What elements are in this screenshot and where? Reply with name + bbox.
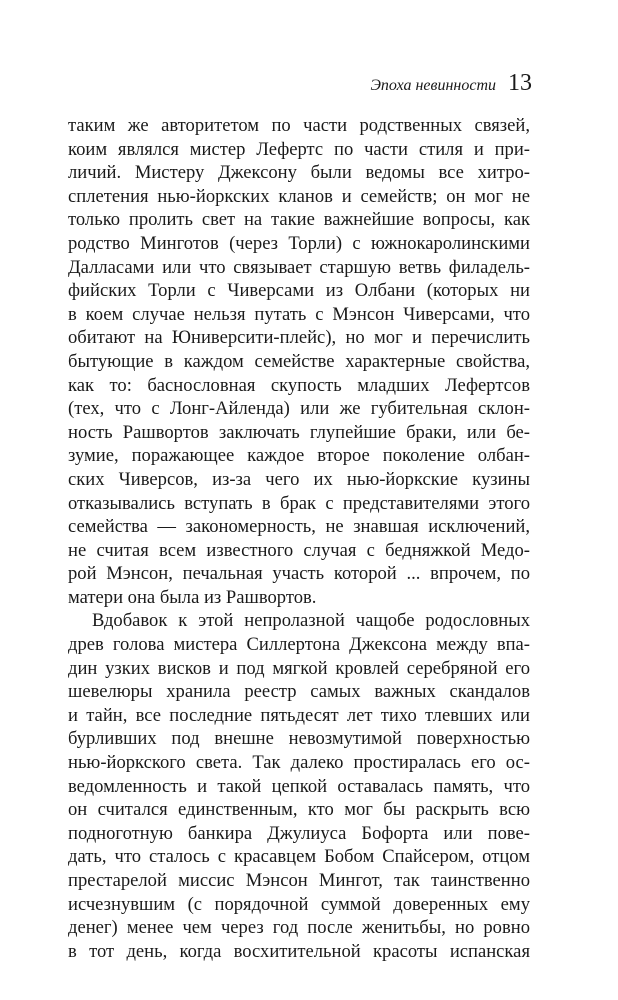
- text-line: денег) менее чем через год после женитьбы, но ровно: [68, 917, 530, 939]
- text-line: ность Рашвортов заключать глупейшие браки, или бе-: [68, 421, 530, 443]
- page-number: 13: [508, 70, 532, 96]
- text-line: не считая всем известного случая с бедняжкой Медо-: [68, 539, 530, 561]
- text-line: и тайн, все последние пятьдесят лет тихо тлевших или: [68, 704, 530, 726]
- text-line: Вдобавок к этой непролазной чащобе родословных: [92, 610, 530, 632]
- text-line: матери она была из Рашвортов.: [68, 586, 317, 608]
- text-line: рой Мэнсон, печальная участь которой ... впрочем, по: [68, 563, 530, 585]
- text-line: исчезнувшим (с порядочной суммой доверенных ему: [68, 893, 530, 915]
- text-line: дин узких висков и под мягкой кровлей серебряной его: [68, 657, 530, 679]
- running-header-title: Эпоха невинности: [370, 77, 496, 94]
- text-line: дать, что сталось с красавцем Бобом Спайсером, отцом: [68, 846, 530, 868]
- text-line: в тот день, когда восхитительной красоты испанская: [68, 940, 530, 962]
- text-line: сплетения нью-йоркских кланов и семейств; он мог не: [68, 185, 530, 207]
- text-line: бытующие в каждом семействе характерные свойства,: [68, 350, 530, 372]
- text-line: семейства — закономерность, не знавшая исключений,: [68, 516, 530, 538]
- text-line: личий. Мистеру Джексону были ведомы все хитро-: [68, 162, 530, 184]
- text-line: шевелюры хранила реестр самых важных скандалов: [68, 681, 530, 703]
- text-line: нью-йоркского света. Так далеко простиралась его ос-: [68, 752, 530, 774]
- text-line: Далласами или что связывает старшую ветвь филадель-: [68, 256, 530, 278]
- text-line: он считался единственным, кто мог бы раскрыть всю: [68, 799, 530, 821]
- paragraph-2: [68, 609, 530, 963]
- text-line: престарелой миссис Мэнсон Мингот, так таинственно: [68, 870, 530, 891]
- body-text: [68, 114, 530, 963]
- text-line: бурливших под внешне невозмутимой поверхностью: [68, 728, 530, 750]
- text-line: фийских Торли с Чиверсами из Олбани (которых ни: [68, 280, 530, 302]
- text-line: обитают на Юниверсити-плейс), но мог и перечислить: [68, 327, 530, 349]
- text-line: (тех, что с Лонг-Айленда) или же губительная склон-: [68, 398, 530, 420]
- text-line: зумие, поражающее каждое второе поколение олбан-: [68, 445, 530, 467]
- text-line: ведомленность и такой цепкой оставалась память, что: [68, 775, 530, 797]
- paragraph-1: [68, 114, 530, 609]
- text-line: как то: баснословная скупость младших Лефертсов: [68, 374, 530, 396]
- text-line: таким же авторитетом по части родственных связей,: [68, 115, 530, 136]
- text-line: отказывались вступать в брак с представителями этого: [68, 492, 530, 514]
- text-line: только пролить свет на такие важнейшие вопросы, как: [68, 209, 530, 231]
- text-line: древ голова мистера Силлертона Джексона между впа-: [68, 634, 530, 656]
- text-line: подноготную банкира Джулиуса Бофорта или пове-: [68, 822, 530, 844]
- text-line: родство Минготов (через Торли) с южнокаролинскими: [68, 232, 530, 254]
- text-line: в коем случае нельзя путать с Мэнсон Чиверсами, что: [68, 303, 530, 325]
- running-header: [370, 70, 532, 97]
- text-line: ских Чиверсов, из-за чего их нью-йоркские кузины: [68, 468, 530, 490]
- text-line: коим являлся мистер Лефертс по части стиля и при-: [68, 138, 530, 160]
